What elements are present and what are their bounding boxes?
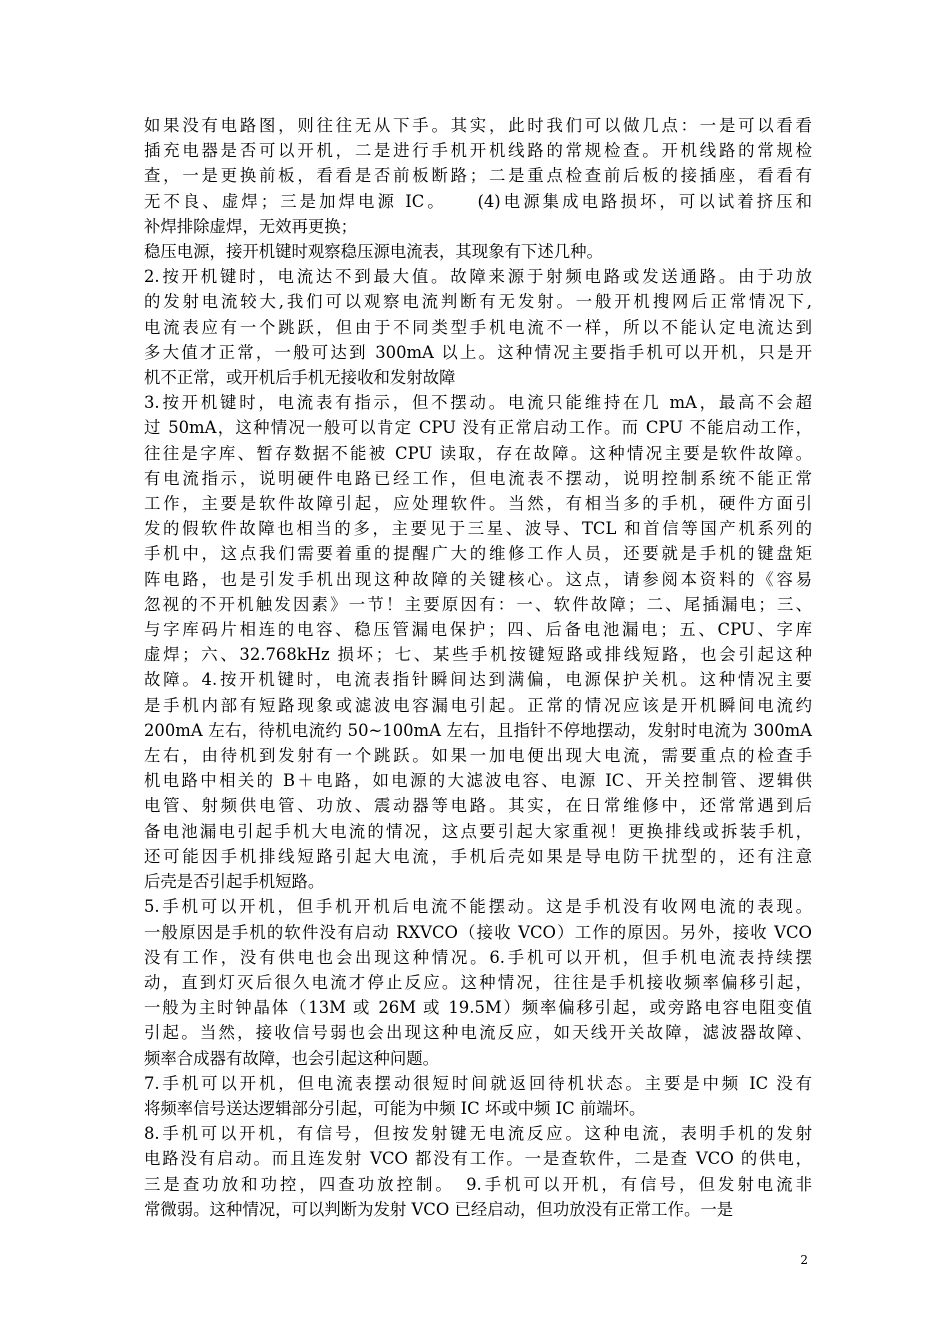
document-body	[144, 113, 812, 1222]
text-line: 多大值才正常，一般可达到 300mA 以上。这种情况主要指手机可以开机，只是开	[144, 342, 812, 362]
text-line: 电路没有启动。而且连发射 VCO 都没有工作。一是查软件，二是查 VCO 的供电，	[144, 1149, 812, 1169]
page-number: 2	[800, 1253, 808, 1267]
text-line: 还可能因手机排线短路引起大电流，手机后壳如果是导电防干扰型的，还有注意	[144, 846, 812, 866]
text-line: 5.手机可以开机，但手机开机后电流不能摆动。这是手机没有收网电流的表现。	[144, 897, 812, 917]
text-line: 电管、射频供电管、功放、震动器等电路。其实，在日常维修中，还常常遇到后	[144, 796, 812, 816]
text-line: 三是查功放和功控，四查功放控制。 9.手机可以开机，有信号，但发射电流非	[144, 1174, 812, 1194]
text-line: 过 50mA，这种情况一般可以肯定 CPU 没有正常启动工作。而 CPU 不能启动工作，	[144, 418, 812, 438]
text-line: 工作，主要是软件故障引起，应处理软件。当然，有相当多的手机，硬件方面引	[144, 494, 812, 514]
text-line: 将频率信号送达逻辑部分引起，可能为中频 IC 坏或中频 IC 前端坏。	[144, 1098, 646, 1118]
text-line: 电流表应有一个跳跃，但由于不同类型手机电流不一样，所以不能认定电流达到	[144, 317, 812, 337]
text-line: 是手机内部有短路现象或滤波电容漏电引起。正常的情况应该是开机瞬间电流约	[144, 695, 812, 715]
text-line: 稳压电源，接开机键时观察稳压源电流表，其现象有下述几种。	[144, 242, 603, 262]
text-line: 往往是字库、暂存数据不能被 CPU 读取，存在故障。这种情况主要是软件故障。	[144, 443, 812, 463]
text-line: 一般为主时钟晶体（13M 或 26M 或 19.5M）频率偏移引起，或旁路电容电阻变值	[144, 998, 812, 1018]
text-line: 查，一是更换前板，看看是否前板断路；二是重点检查前后板的接插座，看看有	[144, 166, 812, 186]
text-line: 左右，由待机到发射有一个跳跃。如果一加电便出现大电流，需要重点的检查手	[144, 746, 812, 766]
text-line: 动，直到灯灭后很久电流才停止反应。这种情况，往往是手机接收频率偏移引起，	[144, 972, 812, 992]
text-line: 2.按开机键时，电流达不到最大值。故障来源于射频电路或发送通路。由于功放	[144, 267, 812, 287]
text-line: 忽视的不开机触发因素》一节！主要原因有：一、软件故障；二、尾插漏电；三、	[144, 594, 812, 614]
text-line: 机不正常，或开机后手机无接收和发射故障	[144, 368, 456, 388]
text-line: 备电池漏电引起手机大电流的情况，这点要引起大家重视！更换排线或拆装手机，	[144, 821, 812, 841]
text-line: 手机中，这点我们需要着重的提醒广大的维修工作人员，还要就是手机的键盘矩	[144, 544, 812, 564]
text-line: 虚焊；六、32.768kHz 损坏；七、某些手机按键短路或排线短路，也会引起这种	[144, 645, 812, 665]
text-line: 没有工作，没有供电也会出现这种情况。6.手机可以开机，但手机电流表持续摆	[144, 947, 812, 967]
text-line: 的发射电流较大,我们可以观察电流判断有无发射。一般开机搜网后正常情况下,	[144, 292, 812, 312]
text-line: 200mA 左右，待机电流约 50~100mA 左右，且指针不停地摆动，发射时电流为 300mA	[144, 720, 812, 740]
text-line: 频率合成器有故障，也会引起这种问题。	[144, 1048, 440, 1068]
text-line: 无不良、虚焊；三是加焊电源 IC。 (4)电源集成电路损坏，可以试着挤压和	[144, 191, 812, 211]
text-line: 插充电器是否可以开机，二是进行手机开机线路的常规检查。开机线路的常规检	[144, 141, 812, 161]
text-line: 3.按开机键时，电流表有指示，但不摆动。电流只能维持在几 mA，最高不会超	[144, 393, 812, 413]
text-line: 与字库码片相连的电容、稳压管漏电保护；四、后备电池漏电；五、CPU、字库	[144, 620, 812, 640]
text-line: 机电路中相关的 B＋电路，如电源的大滤波电容、电源 IC、开关控制管、逻辑供	[144, 771, 812, 791]
text-line: 有电流指示，说明硬件电路已经工作，但电流表不摆动，说明控制系统不能正常	[144, 468, 812, 488]
text-line: 一般原因是手机的软件没有启动 RXVCO（接收 VCO）工作的原因。另外，接收 VCO	[144, 922, 812, 942]
text-line: 如果没有电路图，则往往无从下手。其实，此时我们可以做几点：一是可以看看	[144, 116, 812, 135]
text-line: 后壳是否引起手机短路。	[144, 872, 325, 892]
text-line: 故障。4.按开机键时，电流表指针瞬间达到满偏，电源保护关机。这种情况主要	[144, 670, 812, 690]
text-line: 7.手机可以开机，但电流表摆动很短时间就返回待机状态。主要是中频 IC 没有	[144, 1073, 812, 1093]
text-line: 发的假软件故障也相当的多，主要见于三星、波导、TCL 和首信等国产机系列的	[144, 519, 812, 539]
text-line: 阵电路，也是引发手机出现这种故障的关键核心。这点，请参阅本资料的《容易	[144, 569, 812, 589]
text-line: 常微弱。这种情况，可以判断为发射 VCO 已经启动，但功放没有正常工作。一是	[144, 1199, 734, 1219]
text-line: 补焊排除虚焊，无效再更换；	[144, 216, 358, 236]
text-line: 8.手机可以开机，有信号，但按发射键无电流反应。这种电流，表明手机的发射	[144, 1124, 812, 1144]
text-line: 引起。当然，接收信号弱也会出现这种电流反应，如天线开关故障，滤波器故障、	[144, 1023, 812, 1043]
